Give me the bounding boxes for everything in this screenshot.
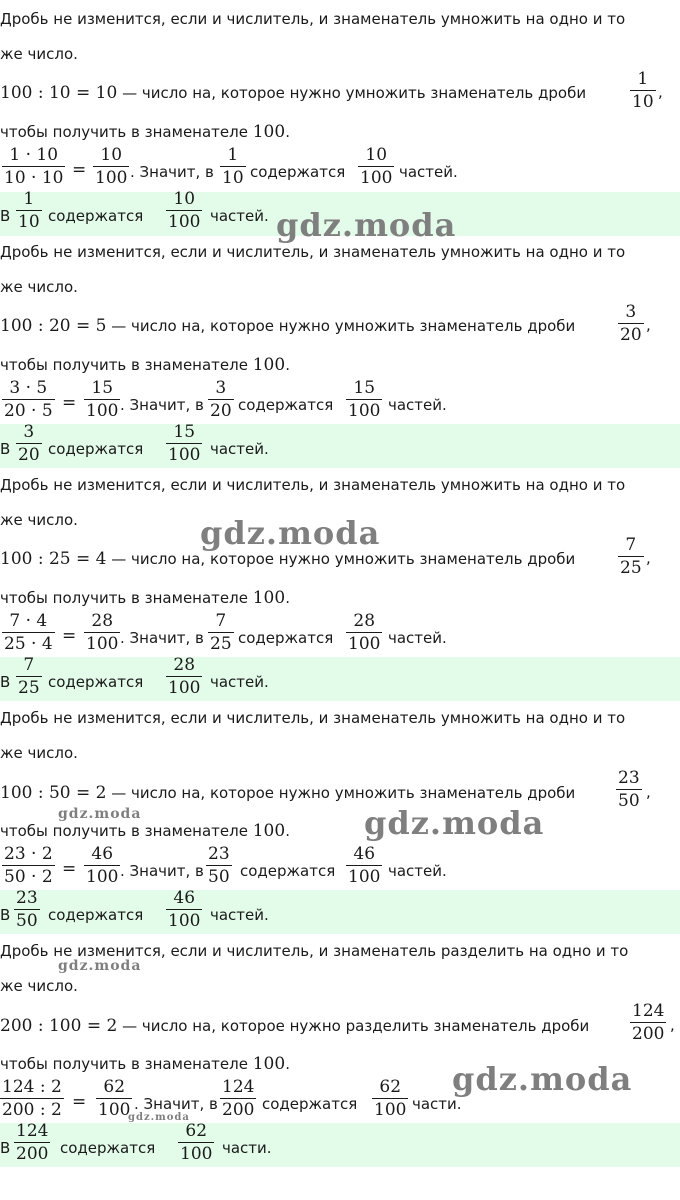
numerator: 23 (618, 768, 640, 788)
period: . (285, 356, 290, 374)
parts-numerator: 10 (365, 145, 388, 165)
conclusion-parts (166, 889, 202, 930)
numerator: 7 (215, 611, 227, 631)
parts-word: частей. (388, 862, 447, 880)
denominator: 20 (210, 401, 232, 421)
conclusion-parts (166, 656, 202, 697)
contains-text: содержатся (262, 1095, 358, 1113)
watermark: gdz.moda (128, 1112, 190, 1123)
denominator: 25 (210, 634, 232, 654)
conclusion-fraction (16, 190, 42, 231)
conclusion-contains: содержатся (48, 440, 144, 458)
calc-fraction (0, 1078, 64, 1119)
contains-text: содержатся (250, 163, 346, 181)
calc-numerator: 124 : 2 (2, 1077, 62, 1097)
parts-fraction (346, 612, 382, 653)
parts-denominator: 100 (168, 445, 201, 465)
numerator: 7 (625, 535, 637, 555)
parts-fraction (346, 379, 382, 420)
target-text: чтобы получить в знаменателе (0, 589, 253, 607)
result-fraction (84, 612, 120, 653)
parts-fraction (346, 845, 382, 886)
fraction-repeat (206, 845, 232, 886)
denominator: 200 (632, 1024, 665, 1044)
contains-text: содержатся (240, 862, 336, 880)
conclusion-parts-word: частей. (210, 673, 269, 691)
calc-denominator: 10 · 10 (4, 168, 64, 188)
conclusion-in: В (0, 906, 11, 924)
numerator: 1 (23, 189, 35, 209)
intro-line-2: же число. (0, 977, 78, 995)
calc-fraction (2, 146, 65, 187)
result-denominator: 100 (86, 867, 119, 887)
contains-text: содержатся (238, 629, 334, 647)
result-numerator: 28 (91, 611, 114, 631)
denominator: 200 (222, 1100, 255, 1120)
comma: , (646, 549, 651, 567)
calc-fraction (2, 612, 55, 653)
equation: 100 : 20 = 5 (0, 316, 107, 336)
multiplier-text: — число на, которое нужно разделить знаменатель дроби (117, 1017, 590, 1035)
parts-denominator: 100 (180, 1144, 213, 1164)
conclusion-in: В (0, 673, 11, 691)
target-number: 100 (252, 1054, 286, 1074)
conclusion-parts (166, 190, 202, 231)
calc-denominator: 50 · 2 (4, 867, 53, 887)
multiplier-line (0, 316, 575, 336)
comma: , (670, 1016, 675, 1034)
parts-denominator: 100 (168, 678, 201, 698)
target-line (0, 821, 290, 841)
intro-line-1: Дробь не изменится, если и числитель, и знаменатель разделить на одно и то (0, 942, 629, 960)
numerator: 7 (23, 655, 35, 675)
result-denominator: 100 (95, 168, 128, 188)
calc-fraction (2, 379, 55, 420)
result-numerator: 15 (91, 378, 114, 398)
conclusion-fraction (14, 1122, 50, 1163)
target-line (0, 588, 290, 608)
result-numerator: 62 (103, 1077, 126, 1097)
calc-denominator: 25 · 4 (4, 634, 53, 654)
parts-numerator: 15 (173, 422, 196, 442)
parts-fraction (372, 1078, 408, 1119)
target-line (0, 122, 290, 142)
conclusion-in: В (0, 207, 11, 225)
numerator: 23 (16, 888, 38, 908)
parts-denominator: 100 (348, 634, 381, 654)
parts-word: частей. (388, 629, 447, 647)
period: . (285, 123, 290, 141)
target-number: 100 (252, 122, 286, 142)
numerator: 124 (632, 1001, 665, 1021)
multiplier-line (0, 783, 575, 803)
calc-numerator: 23 · 2 (4, 844, 53, 864)
target-line (0, 1054, 290, 1074)
intro-line-2: же число. (0, 744, 78, 762)
conclusion-parts-word: частей. (210, 440, 269, 458)
parts-word: части. (412, 1095, 462, 1113)
conclusion-parts (166, 423, 202, 464)
calc-numerator: 1 · 10 (9, 145, 59, 165)
target-text: чтобы получить в знаменателе (0, 356, 253, 374)
conclusion-contains: содержатся (48, 906, 144, 924)
denominator: 20 (620, 325, 642, 345)
fraction-repeat (220, 146, 246, 187)
fraction (618, 303, 644, 344)
watermark: gdz.moda (364, 804, 545, 842)
period: . (285, 822, 290, 840)
watermark: gdz.moda (58, 806, 142, 822)
therefore-text: . Значит, в (120, 629, 204, 647)
calc-fraction (2, 845, 55, 886)
denominator: 10 (18, 212, 40, 232)
denominator: 10 (222, 168, 244, 188)
numerator: 1 (637, 69, 649, 89)
conclusion-contains: содержатся (48, 673, 144, 691)
conclusion-parts-word: части. (222, 1139, 272, 1157)
parts-denominator: 100 (168, 212, 201, 232)
conclusion-contains: содержатся (48, 207, 144, 225)
denominator: 10 (632, 92, 654, 112)
parts-numerator: 46 (353, 844, 376, 864)
numerator: 3 (625, 302, 637, 322)
period: . (285, 1055, 290, 1073)
denominator: 50 (16, 911, 38, 931)
parts-word: частей. (399, 163, 458, 181)
multiplier-text: — число на, которое нужно умножить знаменатель дроби (106, 317, 576, 335)
conclusion-fraction (16, 656, 42, 697)
contains-text: содержатся (238, 396, 334, 414)
denominator: 200 (16, 1144, 49, 1164)
numerator: 1 (227, 145, 239, 165)
target-number: 100 (252, 355, 286, 375)
parts-numerator: 62 (185, 1121, 208, 1141)
comma: , (646, 316, 651, 334)
conclusion-parts-word: частей. (210, 207, 269, 225)
fraction-repeat (208, 612, 234, 653)
numerator: 124 (222, 1077, 255, 1097)
parts-numerator: 15 (353, 378, 376, 398)
parts-numerator: 62 (379, 1077, 402, 1097)
equals-sign: = (72, 1092, 87, 1112)
period: . (285, 589, 290, 607)
conclusion-parts-word: частей. (210, 906, 269, 924)
calc-denominator: 200 : 2 (2, 1100, 62, 1120)
parts-word: частей. (388, 396, 447, 414)
watermark: gdz.moda (452, 1060, 633, 1098)
multiplier-line (0, 549, 575, 569)
parts-numerator: 28 (353, 611, 376, 631)
denominator: 25 (18, 678, 40, 698)
multiplier-text: — число на, которое нужно умножить знаменатель дроби (117, 84, 587, 102)
parts-numerator: 28 (173, 655, 196, 675)
conclusion-fraction (14, 889, 40, 930)
watermark: gdz.moda (58, 958, 142, 974)
parts-denominator: 100 (374, 1100, 407, 1120)
fraction (616, 769, 642, 810)
fraction-repeat (208, 379, 234, 420)
parts-denominator: 100 (348, 867, 381, 887)
fraction (630, 70, 656, 111)
target-text: чтобы получить в знаменателе (0, 822, 253, 840)
watermark: gdz.moda (200, 514, 381, 552)
fraction (618, 536, 644, 577)
intro-line-2: же число. (0, 278, 78, 296)
intro-line-2: же число. (0, 45, 78, 63)
numerator: 23 (208, 844, 230, 864)
denominator: 50 (208, 867, 230, 887)
result-fraction (84, 845, 120, 886)
result-denominator: 100 (86, 634, 119, 654)
multiplier-text: — число на, которое нужно умножить знаменатель дроби (106, 784, 576, 802)
parts-denominator: 100 (360, 168, 393, 188)
intro-line-2: же число. (0, 511, 78, 529)
conclusion-parts (178, 1122, 214, 1163)
multiplier-line (0, 83, 586, 103)
therefore-text: . Значит, в (120, 862, 204, 880)
calc-numerator: 7 · 4 (9, 611, 48, 631)
multiplier-text: — число на, которое нужно умножить знаменатель дроби (106, 550, 576, 568)
equals-sign: = (62, 393, 77, 413)
comma: , (658, 83, 663, 101)
result-fraction (96, 1078, 132, 1119)
equals-sign: = (62, 859, 77, 879)
intro-line-1: Дробь не изменится, если и числитель, и знаменатель умножить на одно и то (0, 476, 626, 494)
target-number: 100 (252, 588, 286, 608)
target-number: 100 (252, 821, 286, 841)
result-fraction (93, 146, 129, 187)
result-denominator: 100 (86, 401, 119, 421)
target-text: чтобы получить в знаменателе (0, 123, 253, 141)
fraction (630, 1002, 666, 1043)
equation: 100 : 25 = 4 (0, 549, 107, 569)
parts-denominator: 100 (348, 401, 381, 421)
numerator: 3 (23, 422, 35, 442)
fraction-repeat (220, 1078, 256, 1119)
numerator: 124 (16, 1121, 49, 1141)
parts-numerator: 46 (173, 888, 196, 908)
intro-line-1: Дробь не изменится, если и числитель, и знаменатель умножить на одно и то (0, 10, 626, 28)
therefore-text: . Значит, в (134, 1095, 218, 1113)
result-numerator: 46 (91, 844, 114, 864)
equation: 100 : 10 = 10 (0, 83, 118, 103)
conclusion-fraction (16, 423, 42, 464)
comma: , (646, 783, 651, 801)
result-fraction (84, 379, 120, 420)
parts-denominator: 100 (168, 911, 201, 931)
equals-sign: = (72, 160, 87, 180)
parts-fraction (358, 146, 394, 187)
target-line (0, 355, 290, 375)
intro-line-1: Дробь не изменится, если и числитель, и знаменатель умножить на одно и то (0, 709, 626, 727)
result-numerator: 10 (100, 145, 123, 165)
denominator: 50 (618, 791, 640, 811)
conclusion-in: В (0, 440, 11, 458)
equation: 100 : 50 = 2 (0, 783, 107, 803)
intro-line-1: Дробь не изменится, если и числитель, и знаменатель умножить на одно и то (0, 243, 626, 261)
result-denominator: 100 (98, 1100, 131, 1120)
equation: 200 : 100 = 2 (0, 1016, 118, 1036)
calc-denominator: 20 · 5 (4, 401, 53, 421)
conclusion-contains: содержатся (60, 1139, 156, 1157)
denominator: 20 (18, 445, 40, 465)
equals-sign: = (62, 626, 77, 646)
target-text: чтобы получить в знаменателе (0, 1055, 253, 1073)
denominator: 25 (620, 558, 642, 578)
therefore-text: . Значит, в (120, 396, 204, 414)
conclusion-in: В (0, 1139, 11, 1157)
watermark: gdz.moda (276, 206, 457, 244)
numerator: 3 (215, 378, 227, 398)
calc-numerator: 3 · 5 (9, 378, 48, 398)
parts-numerator: 10 (173, 189, 196, 209)
therefore-text: . Значит, в (130, 163, 214, 181)
multiplier-line (0, 1016, 589, 1036)
